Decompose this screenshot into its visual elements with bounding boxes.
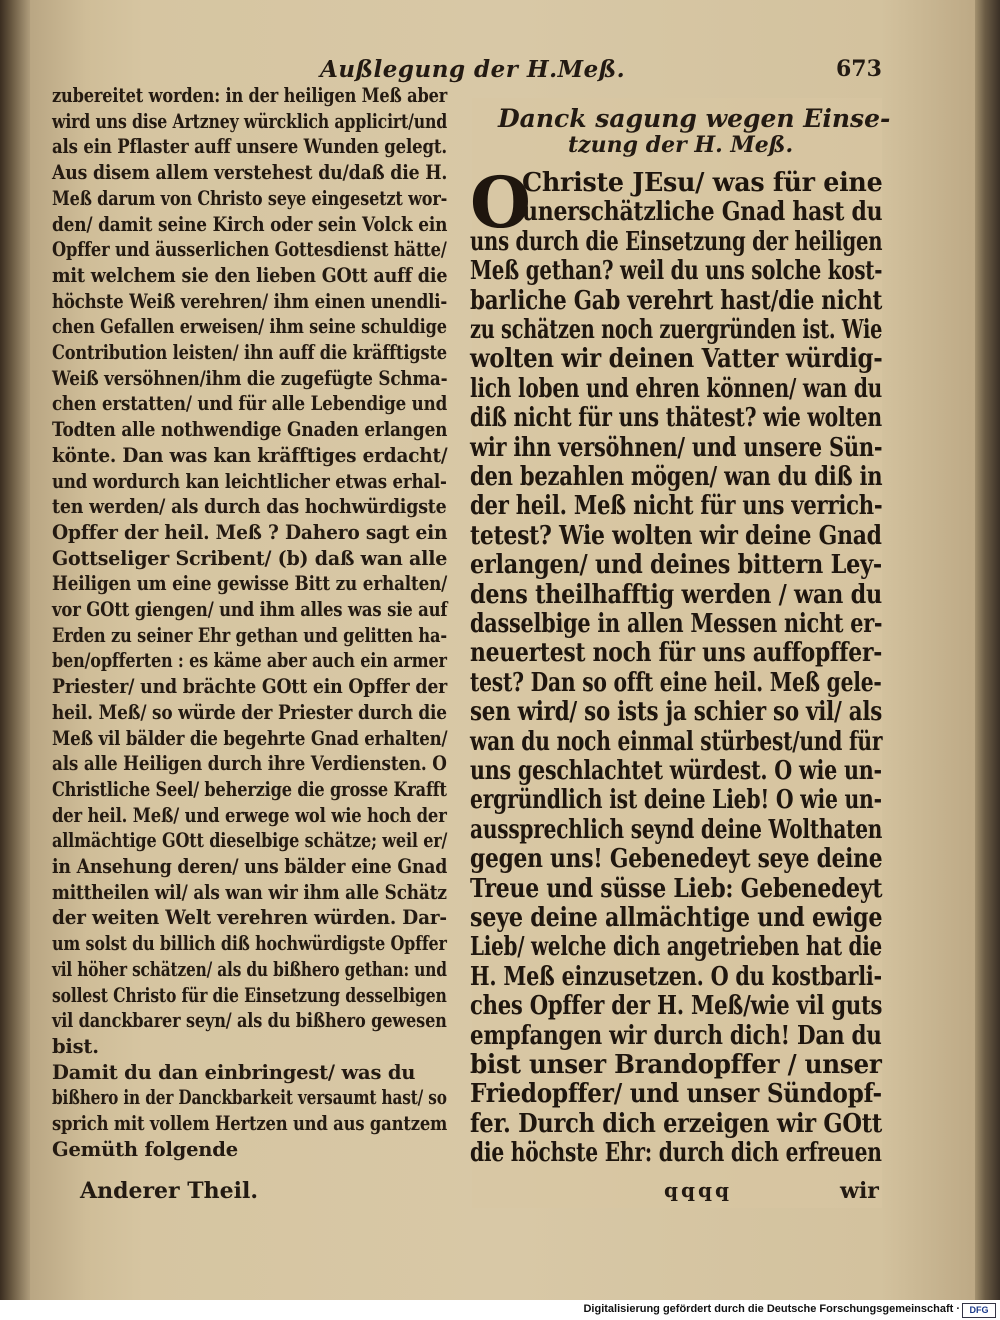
left-text-line: Priester/ und brächte GOtt ein Opffer der	[52, 675, 448, 699]
left-text-line: Todten alle nothwendige Gnaden erlangen	[52, 418, 448, 442]
left-text-line: chen erstatten/ und für alle Lebendige und	[52, 392, 448, 416]
right-text-line: Friedopffer/ und unser Sündopf-	[470, 1079, 882, 1110]
right-text-line: sen wird/ so ists ja schier so vil/ als	[470, 697, 883, 728]
left-text-line: zubereitet worden: in der heiligen Meß aber	[52, 84, 448, 107]
section-title-line-2: tzung der H. Meß.	[568, 132, 794, 158]
digitization-credit: Digitalisierung gefördert durch die Deutsche Forschungsgemeinschaft ·	[583, 1303, 960, 1315]
left-text-line: Christliche Seel/ beherzige die grosse Krafft	[52, 777, 447, 801]
left-text-line: Meß vil bälder die begehrte Gnad erhalten/	[52, 726, 448, 750]
right-text-line: wan du noch einmal stürbest/und für	[470, 726, 883, 757]
left-text-line: als ein Pflaster auff unsere Wunden gelegt.	[52, 135, 447, 159]
right-text-line: erlangen/ und deines bittern Ley-	[470, 550, 882, 581]
right-text-line: den bezahlen mögen/ wan du diß in	[470, 462, 883, 492]
right-text-line: uns durch die Einsetzung der heiligen	[470, 226, 883, 257]
left-text-line: der heil. Meß/ und erwege wol wie hoch der	[52, 803, 447, 827]
right-text-line: tetest? Wie wolten wir deine Gnad	[470, 520, 882, 551]
right-text-line: der heil. Meß nicht für uns verrich-	[470, 491, 883, 522]
signature-mark: qqqq	[664, 1178, 732, 1202]
footer-section-label: Anderer Theil.	[80, 1178, 259, 1204]
running-head: Außlegung der H.Meß.	[320, 56, 626, 83]
section-title-line-1: Danck sagung wegen Einse-	[498, 104, 891, 133]
right-text-line: gegen uns! Gebenedeyt seye deine	[470, 844, 883, 875]
left-text-line: Contribution leisten/ ihn auff die kräfftigste	[52, 341, 447, 364]
left-text-line: den/ damit seine Kirch oder sein Volck ein	[52, 212, 448, 236]
right-text-line: seye deine allmächtige und ewige	[470, 903, 883, 933]
right-text-line: diß nicht für uns thätest? wie wolten	[470, 403, 882, 434]
right-text-line: uns geschlachtet würdest. O wie un-	[470, 756, 882, 786]
left-text-line: als alle Heiligen durch ihre Verdiensten. O	[52, 752, 447, 776]
left-text-line: Opffer und äusserlichen Gottesdienst hätte/	[52, 238, 447, 262]
right-text-line: ergründlich ist deine Lieb! O wie un-	[470, 785, 882, 816]
left-text-line: Aus disem allem verstehest du/daß die H.	[52, 161, 448, 185]
right-text-line: dens theilhafftig werden / wan du	[470, 579, 882, 610]
left-text-line: bist.	[52, 1034, 99, 1058]
right-text-line: aussprechlich seynd deine Wolthaten	[470, 814, 883, 845]
left-text-line: vil höher schätzen/ als du bißhero gethan: und	[52, 957, 447, 981]
right-text-line: empfangen wir durch dich! Dan du	[470, 1020, 882, 1051]
right-text-line: Christe JEsu/ was für eine	[522, 168, 883, 198]
right-text-line: zu schätzen noch zuergründen ist. Wie	[470, 315, 883, 345]
left-text-line: bißhero in der Danckbarkeit versaumt hast/ so	[52, 1086, 447, 1110]
left-text-line: Opffer der heil. Meß ? Dahero sagt ein	[52, 520, 448, 544]
left-text-line: ben/opfferten : es käme aber auch ein armer	[52, 649, 447, 673]
left-text-line: sollest Christo für die Einsetzung desselbigen	[52, 983, 447, 1007]
left-text-line: Gemüth folgende	[52, 1137, 238, 1161]
dfg-logo: DFG	[962, 1303, 996, 1318]
catchword: wir	[840, 1178, 879, 1204]
right-text-line: bist unser Brandopffer / unser	[470, 1050, 882, 1080]
right-text-line: unerschätzliche Gnad hast du	[522, 197, 883, 228]
left-text-line: höchste Weiß verehren/ ihm einen unendli-	[52, 289, 448, 313]
right-text-line: wolten wir deinen Vatter würdig-	[470, 344, 883, 375]
left-text-line: Erden zu seiner Ehr gethan und gelitten ha-	[52, 623, 447, 647]
left-text-line: und wordurch kan leichtlicher etwas erhal-	[52, 469, 447, 493]
right-text-line: die höchste Ehr: durch dich erfreuen	[470, 1138, 882, 1169]
right-text-line: neuertest noch für uns auffopffer-	[470, 638, 883, 669]
left-text-line: mittheilen wil/ als wan wir ihm alle Schätz	[52, 880, 447, 904]
right-text-line: Meß gethan? weil du uns solche kost-	[470, 256, 883, 287]
page-number: 673	[836, 56, 882, 82]
left-text-line: heil. Meß/ so würde der Priester durch die	[52, 700, 447, 724]
right-text-line: lich loben und ehren können/ wan du	[470, 373, 883, 404]
left-text-line: Weiß versöhnen/ihm die zugefügte Schma-	[52, 366, 448, 390]
right-text-line: dasselbige in allen Messen nicht er-	[470, 609, 883, 639]
left-text-line: Damit du dan einbringest/ was du	[52, 1060, 416, 1084]
right-text-line: Lieb/ welche dich angetrieben hat die	[470, 932, 882, 963]
left-text-line: könte. Dan was kan kräfftiges erdacht/	[52, 443, 448, 467]
right-text-line: fer. Durch dich erzeigen wir GOtt	[470, 1108, 883, 1139]
right-text-line: ches Opffer der H. Meß/wie vil guts	[470, 991, 883, 1022]
left-text-line: chen Gefallen erweisen/ ihm seine schuldige	[52, 315, 447, 339]
left-text-line: wird uns dise Artzney würcklich applicirt/und	[52, 109, 448, 133]
left-text-line: in Ansehung deren/ uns bälder eine Gnad	[52, 855, 448, 878]
left-text-line: sprich mit vollem Hertzen und aus gantzem	[52, 1112, 448, 1135]
left-text-line: ten werden/ als durch das hochwürdigste	[52, 495, 447, 519]
right-text-line: test? Dan so offt eine heil. Meß gele-	[470, 667, 882, 698]
left-text-line: vor GOtt giengen/ und ihm alles was sie auf	[52, 598, 448, 621]
right-text-line: H. Meß einzusetzen. O du kostbarli-	[470, 961, 882, 992]
right-text-line: barliche Gab verehrt hast/die nicht	[470, 285, 883, 316]
right-text-line: wir ihn versöhnen/ und unsere Sün-	[470, 432, 883, 463]
right-text-line: Treue und süsse Lieb: Gebenedeyt	[470, 873, 883, 904]
drop-initial: O	[470, 161, 531, 244]
left-text-line: mit welchem sie den lieben GOtt auff die	[52, 263, 448, 287]
left-text-line: der weiten Welt verehren würden. Dar-	[52, 906, 447, 930]
left-text-line: Heiligen um eine gewisse Bitt zu erhalten/	[52, 572, 448, 596]
left-text-line: vil danckbarer seyn/ als du bißhero gewesen	[52, 1009, 447, 1033]
left-text-line: Meß darum von Christo seye eingesetzt wor-	[52, 186, 448, 210]
left-text-line: um solst du billich diß hochwürdigste Opffer	[52, 932, 447, 956]
left-text-line: Gottseliger Scribent/ (b) daß wan alle	[52, 546, 448, 570]
book-fore-edge	[975, 0, 1000, 1300]
left-text-line: allmächtige GOtt dieselbige schätze; weil er/	[52, 829, 448, 853]
